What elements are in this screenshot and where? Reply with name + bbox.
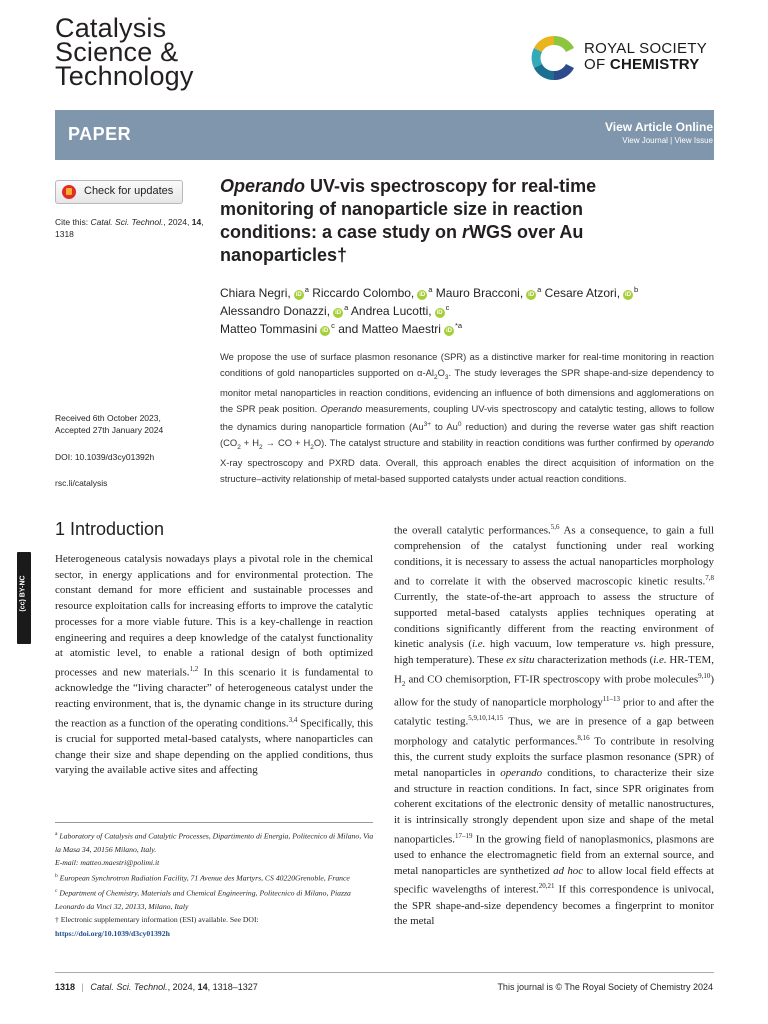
article-type-label: PAPER <box>68 124 132 144</box>
journal-title-line2: Science & <box>55 37 179 67</box>
title-line2: monitoring of nanoparticle size in reaction <box>220 199 584 219</box>
cite-prefix: Cite this: <box>55 217 89 227</box>
orcid-icon[interactable]: iD <box>322 328 329 334</box>
footer-copyright: This journal is © The Royal Society of Chemistry 2024 <box>497 982 713 992</box>
page-number: 1318 <box>55 982 76 992</box>
rsc-emblem-icon <box>528 32 580 84</box>
author-affiliation: c <box>331 321 335 330</box>
author-name[interactable]: and Matteo Maestri <box>338 322 441 336</box>
citation-ref[interactable]: 7,8 <box>705 573 714 582</box>
orcid-icon[interactable]: iD <box>528 292 535 298</box>
author-affiliation: b <box>634 285 639 294</box>
journal-url[interactable]: rsc.li/catalysis <box>55 478 108 488</box>
affiliation-b: European Synchrotron Radiation Facility, 71 Avenue des Martyrs, CS 40220Grenoble, France <box>59 873 350 883</box>
title-line4: nanoparticles† <box>220 245 348 265</box>
journal-title-line3: Technology <box>55 61 194 91</box>
section-heading: 1 Introduction <box>55 519 165 539</box>
affiliation-a: Laboratory of Catalysis and Catalytic Processes, Dipartimento di Energia, Politecnico di Milano, Via la Masa 34, 20156 Milano, Italy. <box>55 831 374 854</box>
affiliation-c: Department of Chemistry, Materials and Chemical Engineering, Politecnico di Milano, Piazza Leonardo da Vinci 32, 20133, Milano, Italy <box>55 888 351 911</box>
view-article-online-link[interactable]: View Article Online <box>604 120 713 134</box>
citation-ref[interactable]: 8,16 <box>577 733 590 742</box>
license-badge[interactable] <box>17 552 31 644</box>
footer-pages: , 1318–1327 <box>207 982 258 992</box>
received-date: Received 6th October 2023, <box>55 413 161 423</box>
author-affiliation: *a <box>454 321 463 330</box>
author-name[interactable]: Mauro Bracconi, <box>435 286 524 300</box>
publisher-of: OF <box>584 56 606 73</box>
citation-ref[interactable]: 5,6 <box>550 523 560 531</box>
title-line3a: conditions: a case study on <box>220 222 463 242</box>
orcid-icon[interactable]: iD <box>295 292 302 298</box>
body-column-left: Heterogeneous catalysis nowadays plays a pivotal role in the chemical sector, in energy applications and for environmental protection. The constant demand for more efficient and sustainable processes and resource exploitation calls for increasing efforts to improve the catalytic processes for a more viable future. This is a key-challenge in reaction engineering and requires a deep knowledge of the catalyst functionality at atomistic level, to enable a rational design of both optimized processes and new materials.$^{1,2}$ In this scenario it is fundamental to acknowledge the “living character” of heterogeneous catalyst under the reacting environment, that is, the dynamic change in its structure during the reaction as a function of the operating conditions.$^{3,4}$ Specifically, this is crucial for supported metal-based catalysts, where nanoparticles can change their size and shape depending on the applied conditions, thus varying the available active sites and affecting <box>55 553 373 777</box>
publisher-chemistry: CHEMISTRY <box>609 56 700 73</box>
publisher-logo[interactable] <box>528 32 718 84</box>
citation-ref[interactable]: 20,21 <box>538 882 555 891</box>
footer-year: , 2024, <box>167 982 198 992</box>
author-name[interactable]: Matteo Tommasini <box>220 322 318 336</box>
author-affiliation: a <box>344 303 349 312</box>
orcid-icon[interactable]: iD <box>445 328 452 334</box>
author-affiliation: a <box>304 285 309 294</box>
citation-ref[interactable]: 3,4 <box>288 715 298 724</box>
author-affiliation: a <box>537 285 542 294</box>
author-name[interactable]: Cesare Atzori, <box>544 286 621 300</box>
journal-title-line1: Catalysis <box>55 13 167 43</box>
title-line1: UV-vis spectroscopy for real-time <box>305 176 597 196</box>
esi-note: † Electronic supplementary information (ESI) available. See DOI: <box>55 915 259 925</box>
cite-journal: Catal. Sci. Technol. <box>90 217 164 227</box>
cite-pages: , 1318 <box>55 217 204 239</box>
citation-info <box>55 216 215 240</box>
title-line3b: WGS over Au <box>469 222 584 242</box>
cite-year: , 2024, <box>163 217 190 227</box>
title-italic: Operando <box>220 176 306 196</box>
view-journal-issue-links[interactable]: View Journal | View Issue <box>622 136 713 145</box>
dates-block <box>55 412 163 436</box>
footer-volume: 14 <box>197 982 208 992</box>
footer-divider <box>55 972 714 973</box>
citation-ref[interactable]: 9,10 <box>698 671 711 680</box>
citation-ref[interactable]: 5,9,10,14,15 <box>468 714 504 723</box>
author-affiliation: a <box>428 285 433 294</box>
author-list <box>220 284 710 338</box>
license-label: (cc) BY-NC <box>19 575 27 612</box>
citation-ref[interactable]: 17–19 <box>455 831 473 840</box>
publisher-line1: ROYAL SOCIETY <box>584 40 708 57</box>
footer-journal: Catal. Sci. Technol. <box>90 982 168 992</box>
accepted-date: Accepted 27th January 2024 <box>55 425 164 435</box>
author-name[interactable]: Riccardo Colombo, <box>312 286 415 300</box>
author-name[interactable]: Chiara Negri, <box>220 286 291 300</box>
abstract: We propose the use of surface plasmon resonance (SPR) as a distinctive marker for real-time monitoring in reaction conditions of gold nanoparticles supported on $\alpha-Al_2O_3$. The study leverages the SPR shape-and-size dependency to monitor metal nanoparticles in reaction conditions, evidencing an influence of both dimensions and agglomerations on the SPR peak position. Operando measurements, coupling UV-vis spectroscopy and catalytic testing, allows to follow the dynamics during nanoparticle formation ($Au^{3+}$ to Au$^0$ reduction) and during the reverse water gas shift reaction ($CO_2 + H_2$ → CO + $H_2O$). The catalyst structure and stability in reaction conditions was further confirmed by operando X-ray spectroscopy and PXRD data. Overall, this approach enables the direct acquisition of information on the structure–activity relationship of metal-based supported catalysts under actual reaction conditions. <box>220 351 714 484</box>
esi-link[interactable]: https://doi.org/10.1039/d3cy01392h <box>55 928 170 938</box>
author-name[interactable]: Andrea Lucotti, <box>350 304 432 318</box>
orcid-icon[interactable]: iD <box>625 292 632 298</box>
doi[interactable]: DOI: 10.1039/d3cy01392h <box>55 452 155 462</box>
check-for-updates-button[interactable] <box>55 180 183 204</box>
citation-ref[interactable]: 11–13 <box>602 695 621 704</box>
author-affiliation: c <box>445 303 450 312</box>
author-name[interactable]: Alessandro Donazzi, <box>220 304 331 318</box>
corresponding-email[interactable]: E-mail: matteo.maestri@polimi.it <box>55 858 160 868</box>
body-column-right: the overall catalytic performances.$^{5,6}$ As a consequence, to gain a full comprehension of the catalyst functioning under real working conditions, it is necessary to assess the actual nanoparticles morphology and to correlate it with the observed macroscopic kinetic results.$^{7,8}$ Currently, the state-of-the-art approach to assess the structure of supported metal-based catalysts applies techniques operating at conditions significantly different from the reacting environment of kinetic analysis (i.e. high vacuum, low temperature vs. high pressure, high temperature). These ex situ characterization methods (i.e. HR-TEM, $H_2$ and CO chemisorption, FT-IR spectroscopy with probe molecules$^{9,10}$) allow for the study of nanoparticle morphology$^{11-13}$ prior to and after the catalytic testing.$^{5,9,10,14,15}$ Thus, we are in presence of a gap between morphology and catalytic performances.$^{8,16}$ To contribute in resolving this, the current study exploits the surface plasmon resonance (SPR) of metal nanoparticles in operando conditions, to characterize their size and structure in reaction conditions. In fact, since SPR originates from coherent excitations of the electronic density of metallic nanostructures, it is intrinsically strongly dependent upon size and shape of the metal nanoparticles.$^{17-19}$ In the growing field of nanoplasmonics, plasmons are used to enhance the electromagnetic field from an external source, and metal nanoparticles are synthetized ad hoc to allow local field effects at specific wavelengths of interest.$^{20,21}$ If this correspondence is univocal, the SPR shape-and-size dependency becomes a fingerprint to monitor the metal <box>394 523 715 928</box>
citation-ref[interactable]: 1,2 <box>189 664 199 673</box>
crossmark-icon <box>62 185 76 199</box>
title-line3-r: r <box>462 222 470 242</box>
orcid-icon[interactable]: iD <box>436 310 443 316</box>
footer-separator: | <box>81 982 84 992</box>
footnote-divider <box>55 822 373 823</box>
article-title <box>220 175 680 267</box>
footer-citation <box>55 982 258 992</box>
cite-volume: 14 <box>191 217 202 227</box>
footnotes: $^a$ Laboratory of Catalysis and Catalytic Processes, Dipartimento di Energia, Politecnico di Milano, Via la Masa 34, 20156 Milano, Italy. E-mail: matteo.maestri@polimi.it $^b$ European Synchrotron Radiation Facility, 71 Avenue des Martyrs, CS 40220Grenoble, France $^c$ Department of Chemistry, Materials and Chemical Engineering, Politecnico di Milano, Piazza Leonardo da Vinci 32, 20133, Milano, Italy † Electronic supplementary information (ESI) available. See DOI: https://doi.org/10.1039/d3cy01392h <box>55 831 374 938</box>
orcid-icon[interactable]: iD <box>335 310 342 316</box>
orcid-icon[interactable]: iD <box>419 292 426 298</box>
check-for-updates-label: Check for updates <box>84 185 174 197</box>
journal-title <box>55 13 194 91</box>
view-online-block <box>605 120 713 145</box>
